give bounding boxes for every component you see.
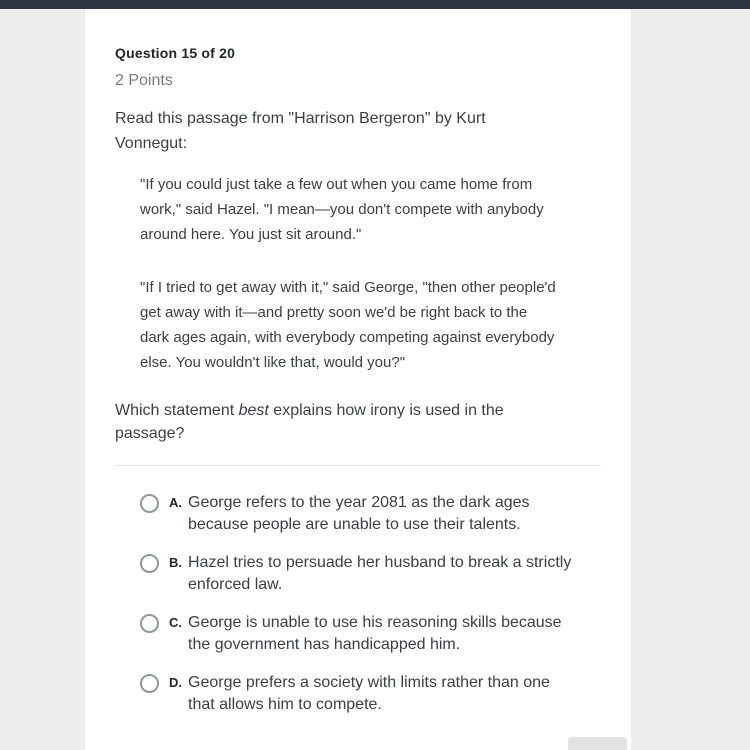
option-d[interactable] bbox=[140, 672, 601, 716]
option-a-text: George refers to the year 2081 as the dark ages because people are unable to use their talents. bbox=[188, 494, 530, 533]
option-a-letter: A. bbox=[169, 495, 182, 510]
option-b-text: Hazel tries to persuade her husband to break a strictly enforced law. bbox=[188, 554, 572, 593]
option-b-letter: B. bbox=[169, 555, 182, 570]
radio-button-b[interactable] bbox=[140, 554, 159, 573]
top-bar bbox=[0, 0, 750, 9]
option-a[interactable] bbox=[140, 492, 601, 536]
answer-options bbox=[115, 492, 601, 716]
option-b[interactable] bbox=[140, 552, 601, 596]
radio-button-d[interactable] bbox=[140, 674, 159, 693]
passage-paragraph-1: "If you could just take a few out when you came home from work," said Hazel. "I mean—you don't compete with anybody around here. You just sit around." bbox=[140, 176, 544, 243]
prompt-italic-word: best bbox=[238, 402, 269, 419]
question-intro: Read this passage from "Harrison Bergeron" by Kurt Vonnegut: bbox=[115, 110, 486, 152]
prompt-text-before: Which statement bbox=[115, 402, 239, 419]
option-c[interactable] bbox=[140, 612, 601, 656]
option-d-text: George prefers a society with limits rather than one that allows him to compete. bbox=[188, 674, 550, 713]
option-c-letter: C. bbox=[169, 615, 182, 630]
question-counter: Question 15 of 20 bbox=[115, 45, 236, 61]
prompt-text-after: explains how irony is used in the passage? bbox=[115, 402, 504, 442]
question-prompt bbox=[115, 399, 565, 445]
option-c-text: George is unable to use his reasoning skills because the government has handicapped him. bbox=[188, 614, 562, 653]
radio-button-c[interactable] bbox=[140, 614, 159, 633]
radio-button-a[interactable] bbox=[140, 494, 159, 513]
passage-paragraph-2: "If I tried to get away with it," said George, "then other people'd get away with it—and pretty soon we'd be right back to the dark ages again, with everybody competing against everybody else. You wouldn't like that, would you?" bbox=[140, 279, 556, 371]
submit-button-partial[interactable] bbox=[568, 737, 627, 750]
question-card bbox=[85, 9, 631, 750]
question-points: 2 Points bbox=[115, 72, 173, 89]
option-d-letter: D. bbox=[169, 675, 182, 690]
divider bbox=[115, 465, 601, 466]
